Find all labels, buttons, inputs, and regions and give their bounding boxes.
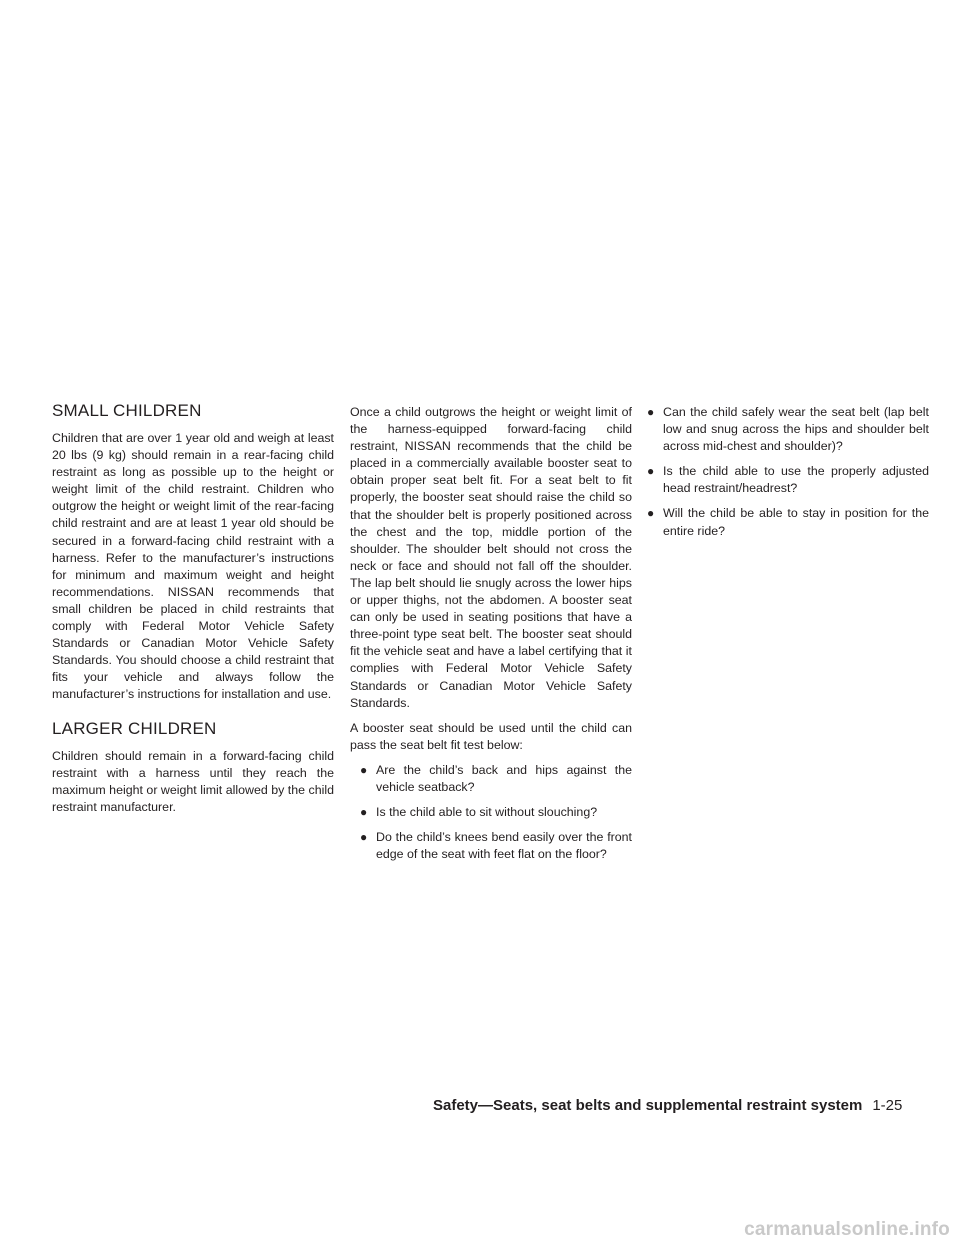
checklist-item-text: Do the child’s knees bend easily over the front edge of the seat with feet flat on the floor?	[376, 830, 632, 862]
checklist-item	[350, 762, 632, 796]
column-left	[52, 400, 334, 824]
page-number: 1-25	[872, 1097, 903, 1114]
larger-children-paragraph-2: Once a child outgrows the height or weight limit of the harness-equipped forward-facing child restraint, NISSAN recommends that the child be placed in a commercially available booster seat to obtain proper seat belt fit. For a seat belt to fit properly, the booster seat should raise the child so that the shoulder belt is properly positioned across the chest and the top, middle portion of the shoulder. The shoulder belt should not cross the neck or face and should not fall off the shoulder. The lap belt should lie snugly across the lower hips or upper thighs, not the abdomen. A booster seat can only be used in seating positions that have a three-point type seat belt. The booster seat should fit the vehicle seat and have a label certifying that it complies with Federal Motor Vehicle Safety Standards or Canadian Motor Vehicle Safety Standards.	[350, 405, 632, 710]
bullet-icon: ●	[360, 805, 368, 820]
checklist-item-text: Is the child able to use the properly adjusted head restraint/headrest?	[663, 464, 929, 496]
checklist-item	[350, 829, 632, 863]
checklist-item-text: Are the child’s back and hips against the vehicle seatback?	[376, 762, 632, 794]
fit-test-checklist	[350, 762, 632, 863]
larger-children-heading: LARGER CHILDREN	[52, 718, 217, 738]
column-middle	[350, 404, 632, 871]
checklist-item-text: Will the child be able to stay in position for the entire ride?	[663, 506, 929, 538]
checklist-item-text: Is the child able to sit without slouching?	[376, 805, 598, 820]
page-footer	[433, 1096, 913, 1116]
fit-test-checklist-continued	[647, 404, 929, 540]
column-right	[647, 404, 929, 548]
bullet-icon: ●	[647, 405, 655, 419]
checklist-item-text: Can the child safely wear the seat belt (lap belt low and snug across the hips and shoulder belt across mid-chest and shoulder)?	[663, 405, 929, 454]
bullet-icon: ●	[647, 464, 655, 479]
checklist-item	[647, 463, 929, 497]
footer-section-title: Safety—Seats, seat belts and supplemental restraint system	[433, 1097, 863, 1114]
larger-children-paragraph-1: Children should remain in a forward-facing child restraint with a harness until they reach the maximum height or weight limit allowed by the child restraint manufacturer.	[52, 748, 334, 814]
small-children-heading: SMALL CHILDREN	[52, 401, 202, 420]
bullet-icon: ●	[360, 830, 368, 845]
checklist-item	[350, 804, 632, 821]
larger-children-paragraph-3: A booster seat should be used until the child can pass the seat belt fit test below:	[350, 720, 632, 752]
bullet-icon: ●	[647, 506, 655, 521]
checklist-item	[647, 505, 929, 539]
bullet-icon: ●	[360, 762, 368, 777]
watermark-link[interactable]: carmanualsonline.info	[744, 1219, 950, 1240]
small-children-paragraph: Children that are over 1 year old and weigh at least 20 lbs (9 kg) should remain in a rear-facing child restraint as long as possible up to the height or weight limit of the child restraint. Children who outgrow the height or weight limit of the rear-facing child restraint and are at least 1 year old should be secured in a forward-facing child restraint with a harness. Refer to the manufacturer’s instructions for minimum and maximum weight and height recommendations. NISSAN recommends that small children be placed in child restraints that comply with Federal Motor Vehicle Safety Standards or Canadian Motor Vehicle Safety Standards. You should choose a child restraint that fits your vehicle and always follow the manufacturer’s instructions for installation and use.	[52, 431, 334, 702]
checklist-item	[647, 404, 929, 455]
